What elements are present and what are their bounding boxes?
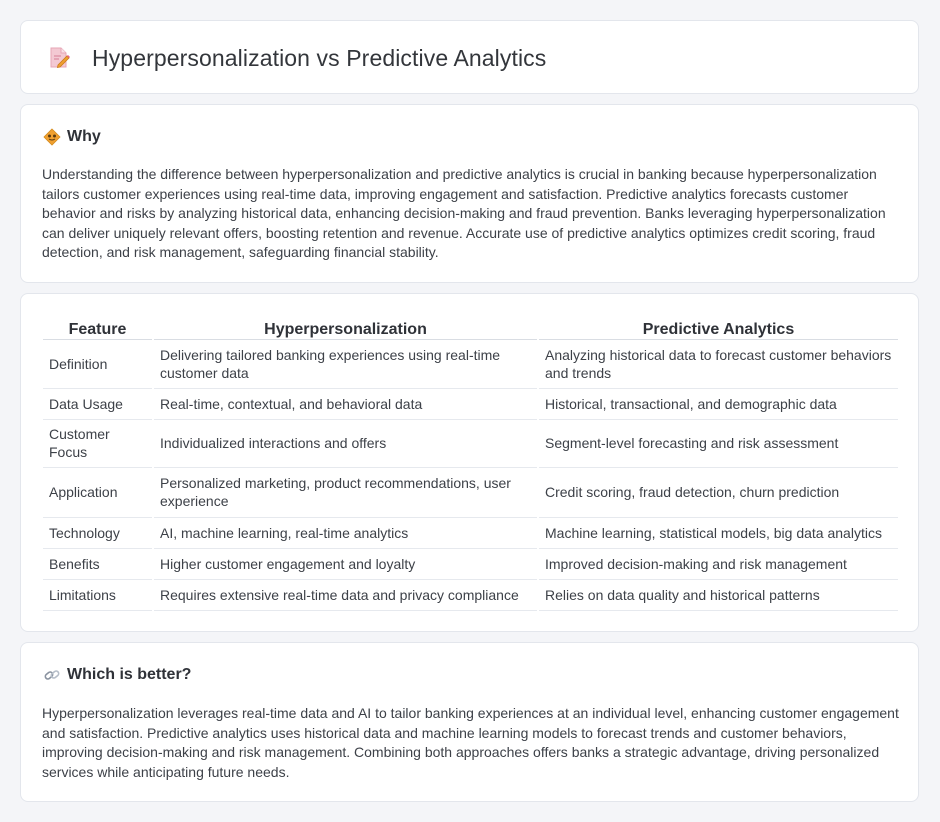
predictive-analytics-cell: Segment-level forecasting and risk assessment [538,419,898,467]
hyperpersonalization-cell: Delivering tailored banking experiences using real-time customer data [153,339,538,388]
document-pencil-icon [47,46,71,70]
table-row [43,548,898,579]
page-title: Hyperpersonalization vs Predictive Analytics [92,45,547,71]
header-feature: Feature [43,315,153,339]
which-is-better-section [20,642,919,802]
table-row [43,579,898,610]
header-hyperpersonalization: Hyperpersonalization [153,315,538,339]
header-predictive-analytics: Predictive Analytics [538,315,898,339]
predictive-analytics-cell: Machine learning, statistical models, big data analytics [538,517,898,548]
comparison-section [20,293,919,632]
feature-cell: Limitations [43,579,153,610]
hyperpersonalization-cell: Requires extensive real-time data and privacy compliance [153,579,538,610]
hyperpersonalization-cell: Higher customer engagement and loyalty [153,548,538,579]
better-text: Hyperpersonalization leverages real-time data and AI to tailor banking experiences at an individual level, enhancing customer engagement and satisfaction. Predictive analytics uses historical data and machine learning models to forecast trends and customer behaviors, improving decision-making and risk management. Combining both approaches offers banks a strategic advantage, driving personalized services while anticipating future needs. [42,705,899,780]
why-section [20,104,919,283]
predictive-analytics-cell: Historical, transactional, and demographic data [538,388,898,419]
table-header-row [43,315,898,339]
table-row [43,419,898,467]
feature-cell: Definition [43,339,153,388]
link-icon [43,666,61,684]
better-heading: Which is better? [67,666,192,683]
hyperpersonalization-cell: Real-time, contextual, and behavioral data [153,388,538,419]
diamond-sign-icon [43,128,61,146]
predictive-analytics-cell: Relies on data quality and historical patterns [538,579,898,610]
predictive-analytics-cell: Credit scoring, fraud detection, churn prediction [538,467,898,517]
predictive-analytics-cell: Improved decision-making and risk management [538,548,898,579]
predictive-analytics-cell: Analyzing historical data to forecast customer behaviors and trends [538,339,898,388]
feature-cell: Benefits [43,548,153,579]
hyperpersonalization-cell: Individualized interactions and offers [153,419,538,467]
feature-cell: Technology [43,517,153,548]
table-row [43,388,898,419]
table-row [43,339,898,388]
better-heading-row [43,665,191,685]
comparison-table [43,315,898,611]
why-heading-row [43,127,101,147]
hyperpersonalization-cell: Personalized marketing, product recommendations, user experience [153,467,538,517]
feature-cell: Application [43,467,153,517]
table-row [43,467,898,517]
feature-cell: Customer Focus [43,419,153,467]
table-row [43,517,898,548]
why-text: Understanding the difference between hyperpersonalization and predictive analytics is crucial in banking because hyperpersonalization tailors customer experiences using real-time data, improving engagement and satisfaction. Predictive analytics forecasts customer behavior and risks by analyzing historical data, enhancing decision-making and fraud prevention. Banks leveraging hyperpersonalization can deliver uniquely relevant offers, boosting retention and revenue. Accurate use of predictive analytics optimizes credit scoring, fraud detection, and risk management, safeguarding financial stability. [42,166,886,261]
why-heading: Why [67,128,101,145]
feature-cell: Data Usage [43,388,153,419]
hyperpersonalization-cell: AI, machine learning, real-time analytics [153,517,538,548]
header-card [20,20,919,94]
